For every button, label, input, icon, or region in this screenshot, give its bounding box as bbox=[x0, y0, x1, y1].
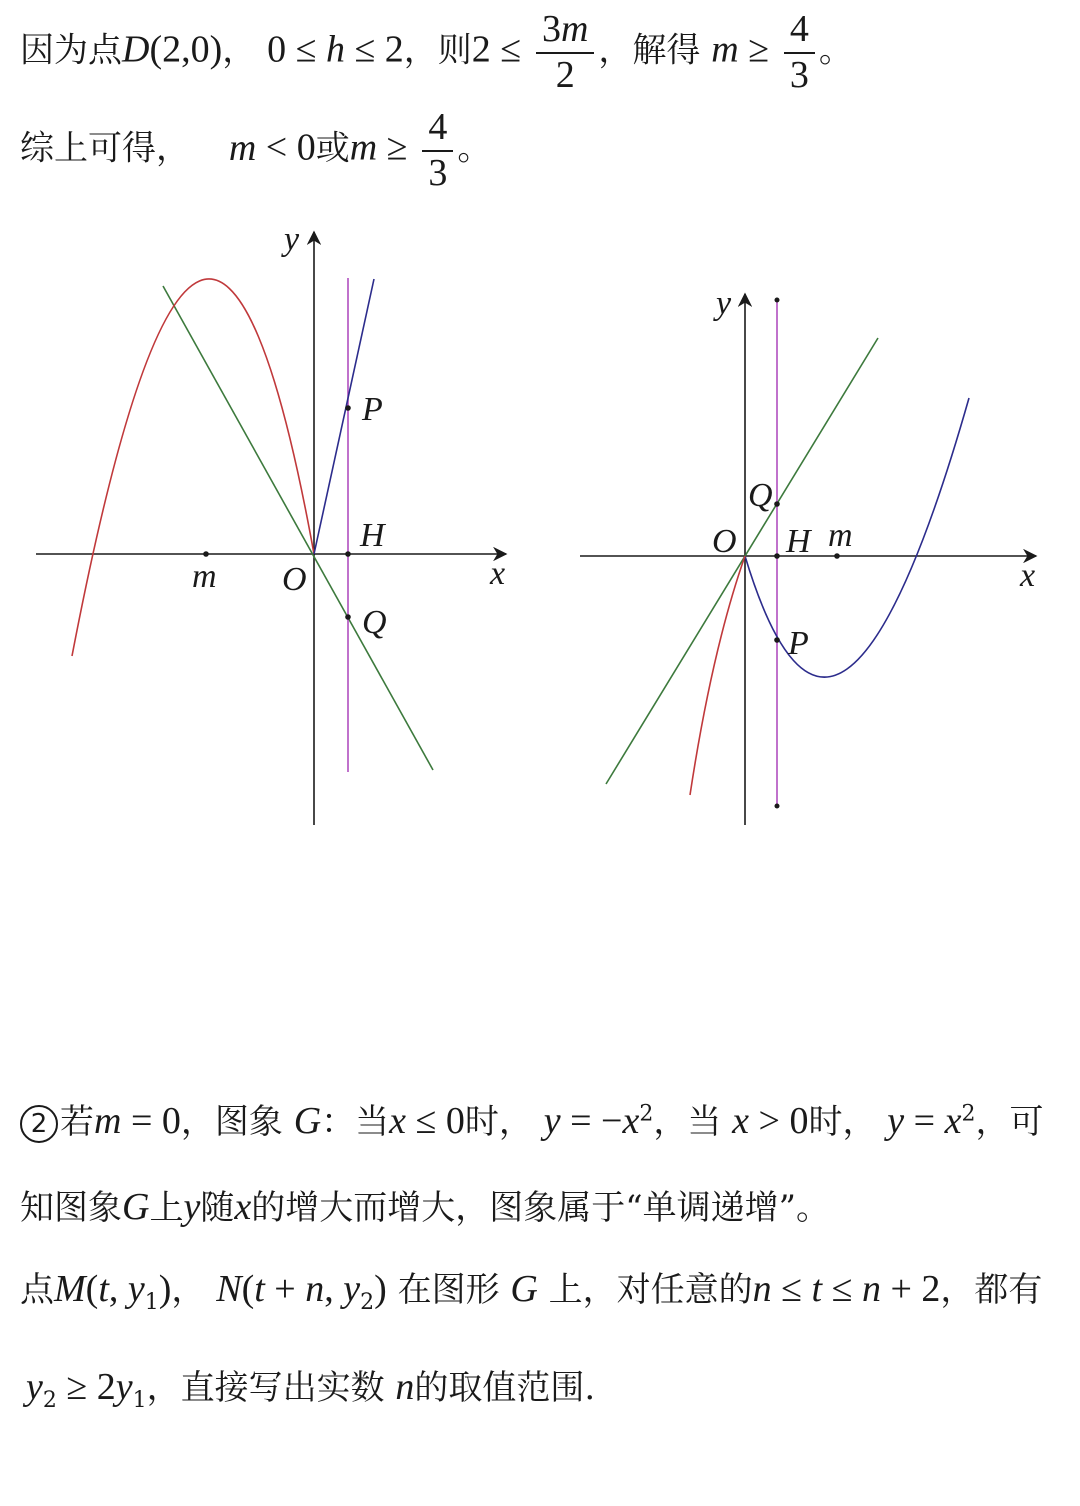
solution-line-1: 因为点D(2,0)， 0 ≤ h ≤ 2，则2 ≤ $\frac{3m}{2}$ ，解得 m ≥ $\frac{4}{3}$ 。 bbox=[20, 8, 853, 96]
question2-line-2: 知图象G上y随x的增大而增大，图象属于“单调递增”。 bbox=[20, 1186, 830, 1228]
graph2-vertical-top-end bbox=[775, 298, 780, 303]
graph1-point-m bbox=[203, 551, 209, 557]
graph2-label-y: y bbox=[716, 285, 732, 322]
graph2-label-H: H bbox=[786, 523, 811, 560]
graph1-label-Q: Q bbox=[362, 604, 387, 641]
circled-number-2: 2 bbox=[20, 1105, 58, 1143]
graph1-label-P: P bbox=[362, 391, 383, 428]
question2-line-4: $y_2 \ge 2y_1$，直接写出实数 n的取值范围. bbox=[26, 1366, 596, 1413]
graph1-label-x: x bbox=[490, 555, 506, 592]
question2-line-3: 点M(t, $y_1$)， N(t + n, $y_2$) 在图形 G 上，对任意的n ≤ t ≤ n + 2，都有 bbox=[20, 1268, 1043, 1315]
graph1-point-H bbox=[345, 551, 351, 557]
graph2-label-x: x bbox=[1020, 557, 1036, 594]
graph1-label-O: O bbox=[282, 561, 307, 598]
fraction-4-over-3-b: $\frac{4}{3}$ bbox=[422, 106, 453, 195]
graph1-label-y: y bbox=[284, 221, 300, 258]
graph2-label-Q: Q bbox=[748, 477, 773, 514]
graph1-label-m: m bbox=[192, 558, 217, 595]
graph1-label-H: H bbox=[360, 517, 385, 554]
graph2-blue-parabola bbox=[745, 398, 969, 677]
graph2-point-H bbox=[774, 553, 780, 559]
graph2-label-P: P bbox=[788, 625, 809, 662]
graph1-point-Q bbox=[345, 614, 351, 620]
graph2-green-line bbox=[606, 338, 878, 784]
question2-line-1: 2 若m = 0，图象 G：当x ≤ 0时， $y = -x^2$，当 x > 0时， $y = x^2$，可 bbox=[20, 1094, 1043, 1143]
fraction-3m-over-2: $\frac{3m}{2}$ bbox=[536, 8, 594, 97]
solution-line-2: 综上可得， m < 0或m ≥ $\frac{4}{3}$ 。 bbox=[20, 106, 492, 194]
graph2-point-m bbox=[834, 553, 840, 559]
graph2-point-Q bbox=[774, 501, 780, 507]
graph2-point-P bbox=[774, 637, 780, 643]
graph1-green-line bbox=[163, 286, 433, 770]
graph2-red-curve bbox=[690, 556, 745, 795]
fraction-4-over-3: $\frac{4}{3}$ bbox=[784, 8, 815, 97]
graph1-red-parabola bbox=[72, 279, 314, 656]
graph-2 bbox=[580, 285, 1036, 825]
graph2-label-m: m bbox=[828, 517, 853, 554]
graph2-vertical-bottom-end bbox=[775, 804, 780, 809]
graph1-point-P bbox=[345, 405, 351, 411]
graph2-label-O: O bbox=[712, 523, 737, 560]
graph-1 bbox=[36, 221, 506, 825]
